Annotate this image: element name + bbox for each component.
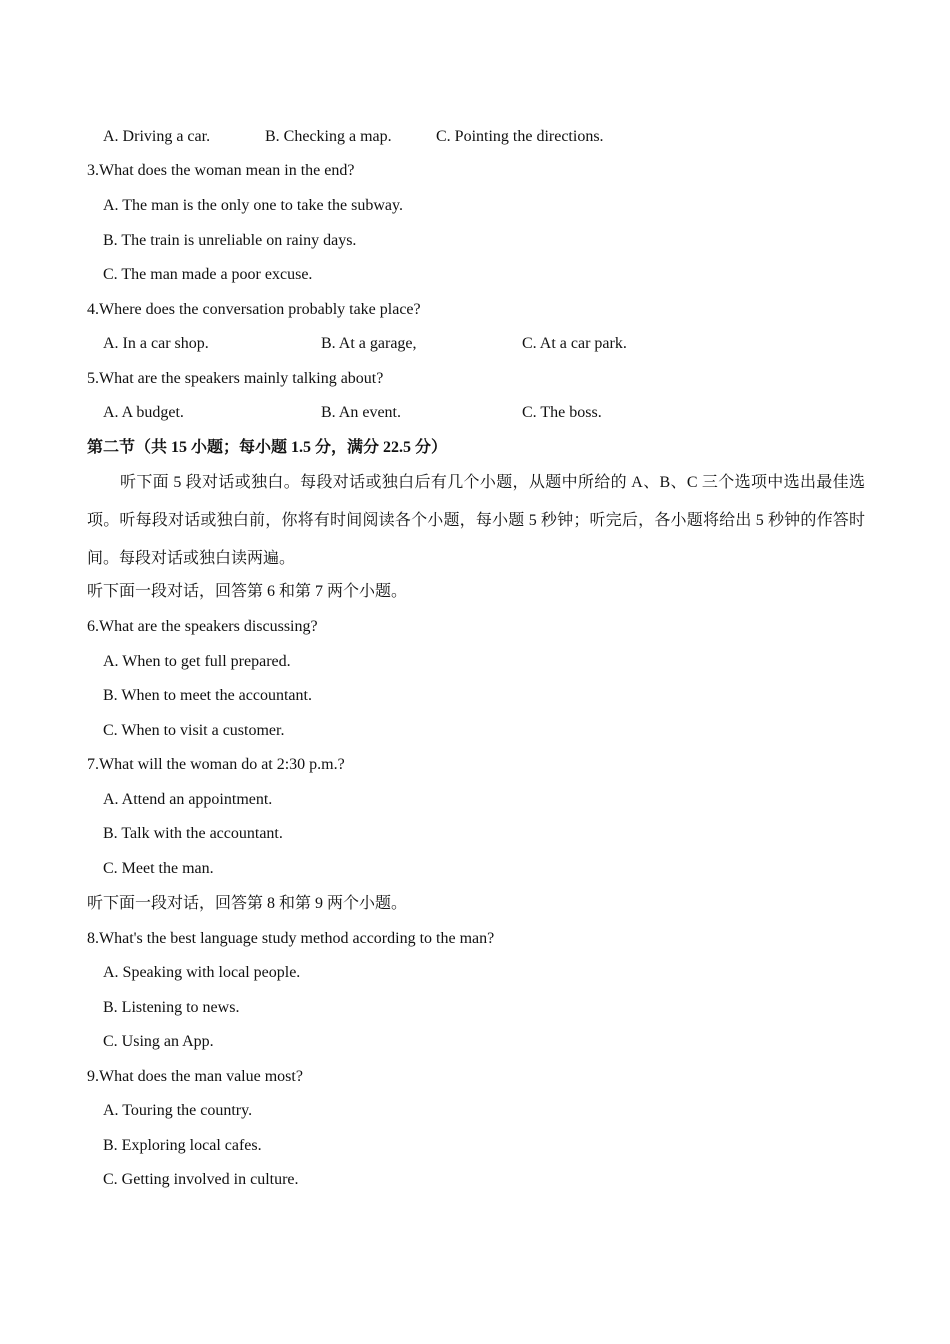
option-c: C. Getting involved in culture. [103,1171,299,1188]
question-text: 6.What are the speakers discussing? [87,618,318,635]
question-text: 9.What does the man value most? [87,1068,303,1085]
option-a: A. Attend an appointment. [103,791,273,808]
option-b: B. Exploring local cafes. [103,1137,262,1154]
option-b: B. At a garage, [321,335,417,352]
option-c: C. When to visit a customer. [103,722,285,739]
section-heading: 第二节（共 15 小题；每小题 1.5 分，满分 22.5 分） [87,439,448,456]
option-a: A. Speaking with local people. [103,964,301,981]
option-c: C. Using an App. [103,1033,214,1050]
option-a: A. Driving a car. [103,128,211,145]
option-b: B. Checking a map. [265,128,392,145]
option-b: B. Listening to news. [103,999,240,1016]
option-b: B. Talk with the accountant. [103,825,283,842]
option-c: C. The boss. [522,404,602,421]
option-a: A. In a car shop. [103,335,209,352]
question-text: 7.What will the woman do at 2:30 p.m.? [87,756,345,773]
question-text: 3.What does the woman mean in the end? [87,162,355,179]
option-b: B. The train is unreliable on rainy days. [103,232,357,249]
option-c: C. The man made a poor excuse. [103,266,313,283]
option-a: A. The man is the only one to take the subway. [103,197,403,214]
option-c: C. Meet the man. [103,860,214,877]
option-a: A. When to get full prepared. [103,653,291,670]
option-a: A. Touring the country. [103,1102,253,1119]
dialogue-intro: 听下面一段对话，回答第 6 和第 7 两个小题。 [87,583,408,600]
question-text: 8.What's the best language study method according to the man? [87,930,495,947]
question-text: 4.Where does the conversation probably take place? [87,301,421,318]
dialogue-intro: 听下面一段对话，回答第 8 和第 9 两个小题。 [87,895,408,912]
option-b: B. When to meet the accountant. [103,687,312,704]
option-a: A. A budget. [103,404,184,421]
option-c: C. At a car park. [522,335,627,352]
option-b: B. An event. [321,404,401,421]
option-c: C. Pointing the directions. [436,128,604,145]
section-instructions: 听下面 5 段对话或独白。每段对话或独白后有几个小题，从题中所给的 A、B、C 三个选项中选出最佳选项。听每段对话或独白前，你将有时间阅读各个小题，每小题 5 秒钟；听完后，各小题将给出 5 秒钟的作答时间。每段对话或独白读两遍。 [87,474,865,567]
question-text: 5.What are the speakers mainly talking about? [87,370,384,387]
